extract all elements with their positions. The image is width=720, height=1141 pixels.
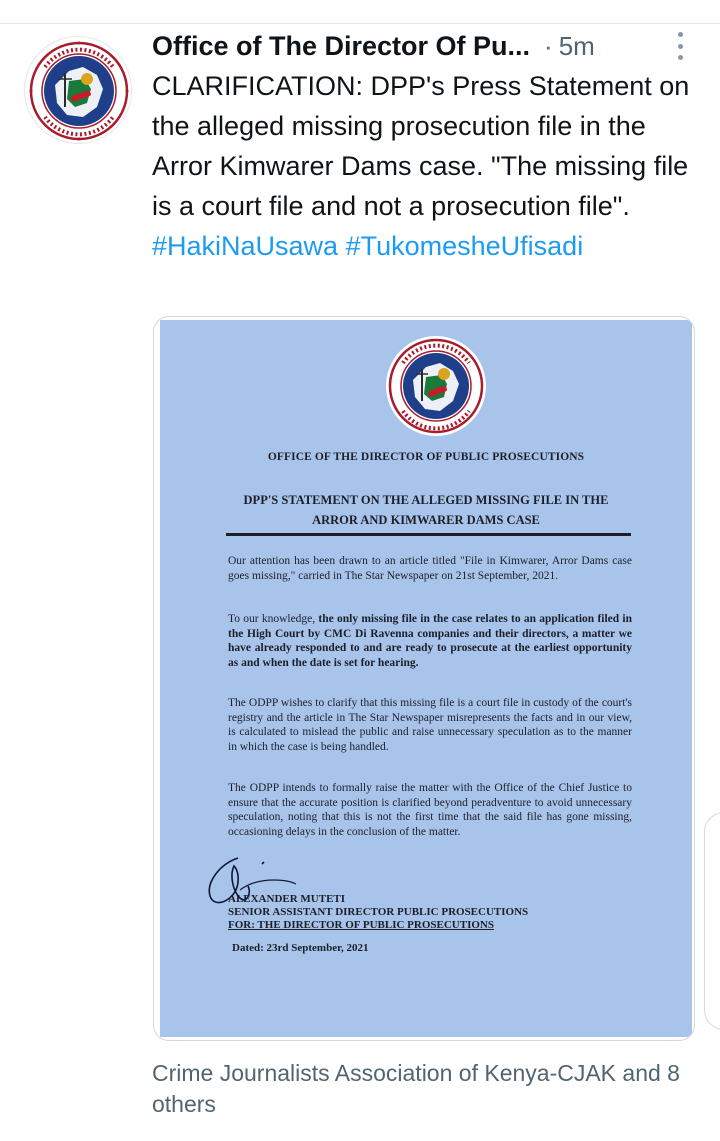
more-options-icon[interactable] — [676, 32, 684, 60]
tweet-media-image[interactable] — [153, 316, 695, 1041]
tweet-header — [152, 26, 702, 66]
hashtag-row — [152, 226, 697, 266]
signatory-name: ALEXANDER MUTETI — [228, 893, 346, 905]
document-office-heading: OFFICE OF THE DIRECTOR OF PUBLIC PROSECUTIONS — [267, 451, 585, 463]
tweet-text — [152, 66, 697, 266]
document-paragraph-bold: the only missing file in the case relates to an application filed in the High Court by CMC Di Ravenna companies and their directors, a matter we have already responded to and are ready to prosecute at the earliest opportunity as and when the date is set for hearing. — [228, 613, 633, 669]
hashtag-link[interactable]: #TukomesheUfisadi — [345, 231, 584, 261]
top-divider — [0, 23, 720, 24]
document-paragraph: The ODPP intends to formally raise the matter with the Office of the Chief Justice to ensure that the accurate position is clarified beyond peradventure to avoid unnecessary speculation, noting that this is not the first time that the said file has gone missing, occasioning delays in the conclusion of the matter. — [228, 782, 632, 838]
document-date: Dated: 23rd September, 2021 — [232, 942, 369, 954]
signatory-role: SENIOR ASSISTANT DIRECTOR PUBLIC PROSECUTIONS — [228, 906, 529, 918]
press-statement-document — [160, 320, 692, 1037]
separator-dot: · — [544, 30, 553, 61]
avatar[interactable] — [24, 36, 132, 144]
document-paragraph: The ODPP wishes to clarify that this missing file is a court file in custody of the court's registry and the article in The Star Newspaper misrepresents the facts and in our view, is calculated to mislead the public and raise unnecessary speculation as to the manner in which the case is being handled. — [228, 697, 632, 753]
timestamp[interactable]: 5m — [558, 30, 595, 61]
floating-button-edge[interactable] — [704, 812, 720, 1030]
document-paragraph-lead: To our knowledge, — [228, 613, 316, 625]
document-title-line: ARROR AND KIMWARER DAMS CASE — [312, 513, 540, 527]
document-divider — [226, 533, 631, 536]
social-context-link[interactable]: Crime Journalists Association of Kenya-CJAK and 8 others — [152, 1060, 680, 1117]
document-title — [200, 490, 652, 530]
signatory-on-behalf: FOR: THE DIRECTOR OF PUBLIC PROSECUTIONS — [228, 919, 494, 931]
odpp-seal-icon — [384, 334, 488, 438]
document-paragraph — [228, 612, 632, 670]
document-title-line: DPP'S STATEMENT ON THE ALLEGED MISSING FILE IN THE — [243, 493, 609, 507]
odpp-seal-icon — [25, 37, 132, 144]
document-seal — [384, 334, 488, 438]
tweet-body: CLARIFICATION: DPP's Press Statement on the alleged missing prosecution file in the Arror Kimwarer Dams case. "The missing file is a court file and not a prosecution file". — [152, 71, 690, 221]
document-paragraph: Our attention has been drawn to an article titled "File in Kimwarer, Arror Dams case goes missing," carried in The Star Newspaper on 21st September, 2021. — [228, 555, 632, 582]
hashtag-link[interactable]: #HakiNaUsawa — [152, 231, 339, 261]
display-name[interactable]: Office of The Director Of Pu... — [152, 30, 531, 61]
